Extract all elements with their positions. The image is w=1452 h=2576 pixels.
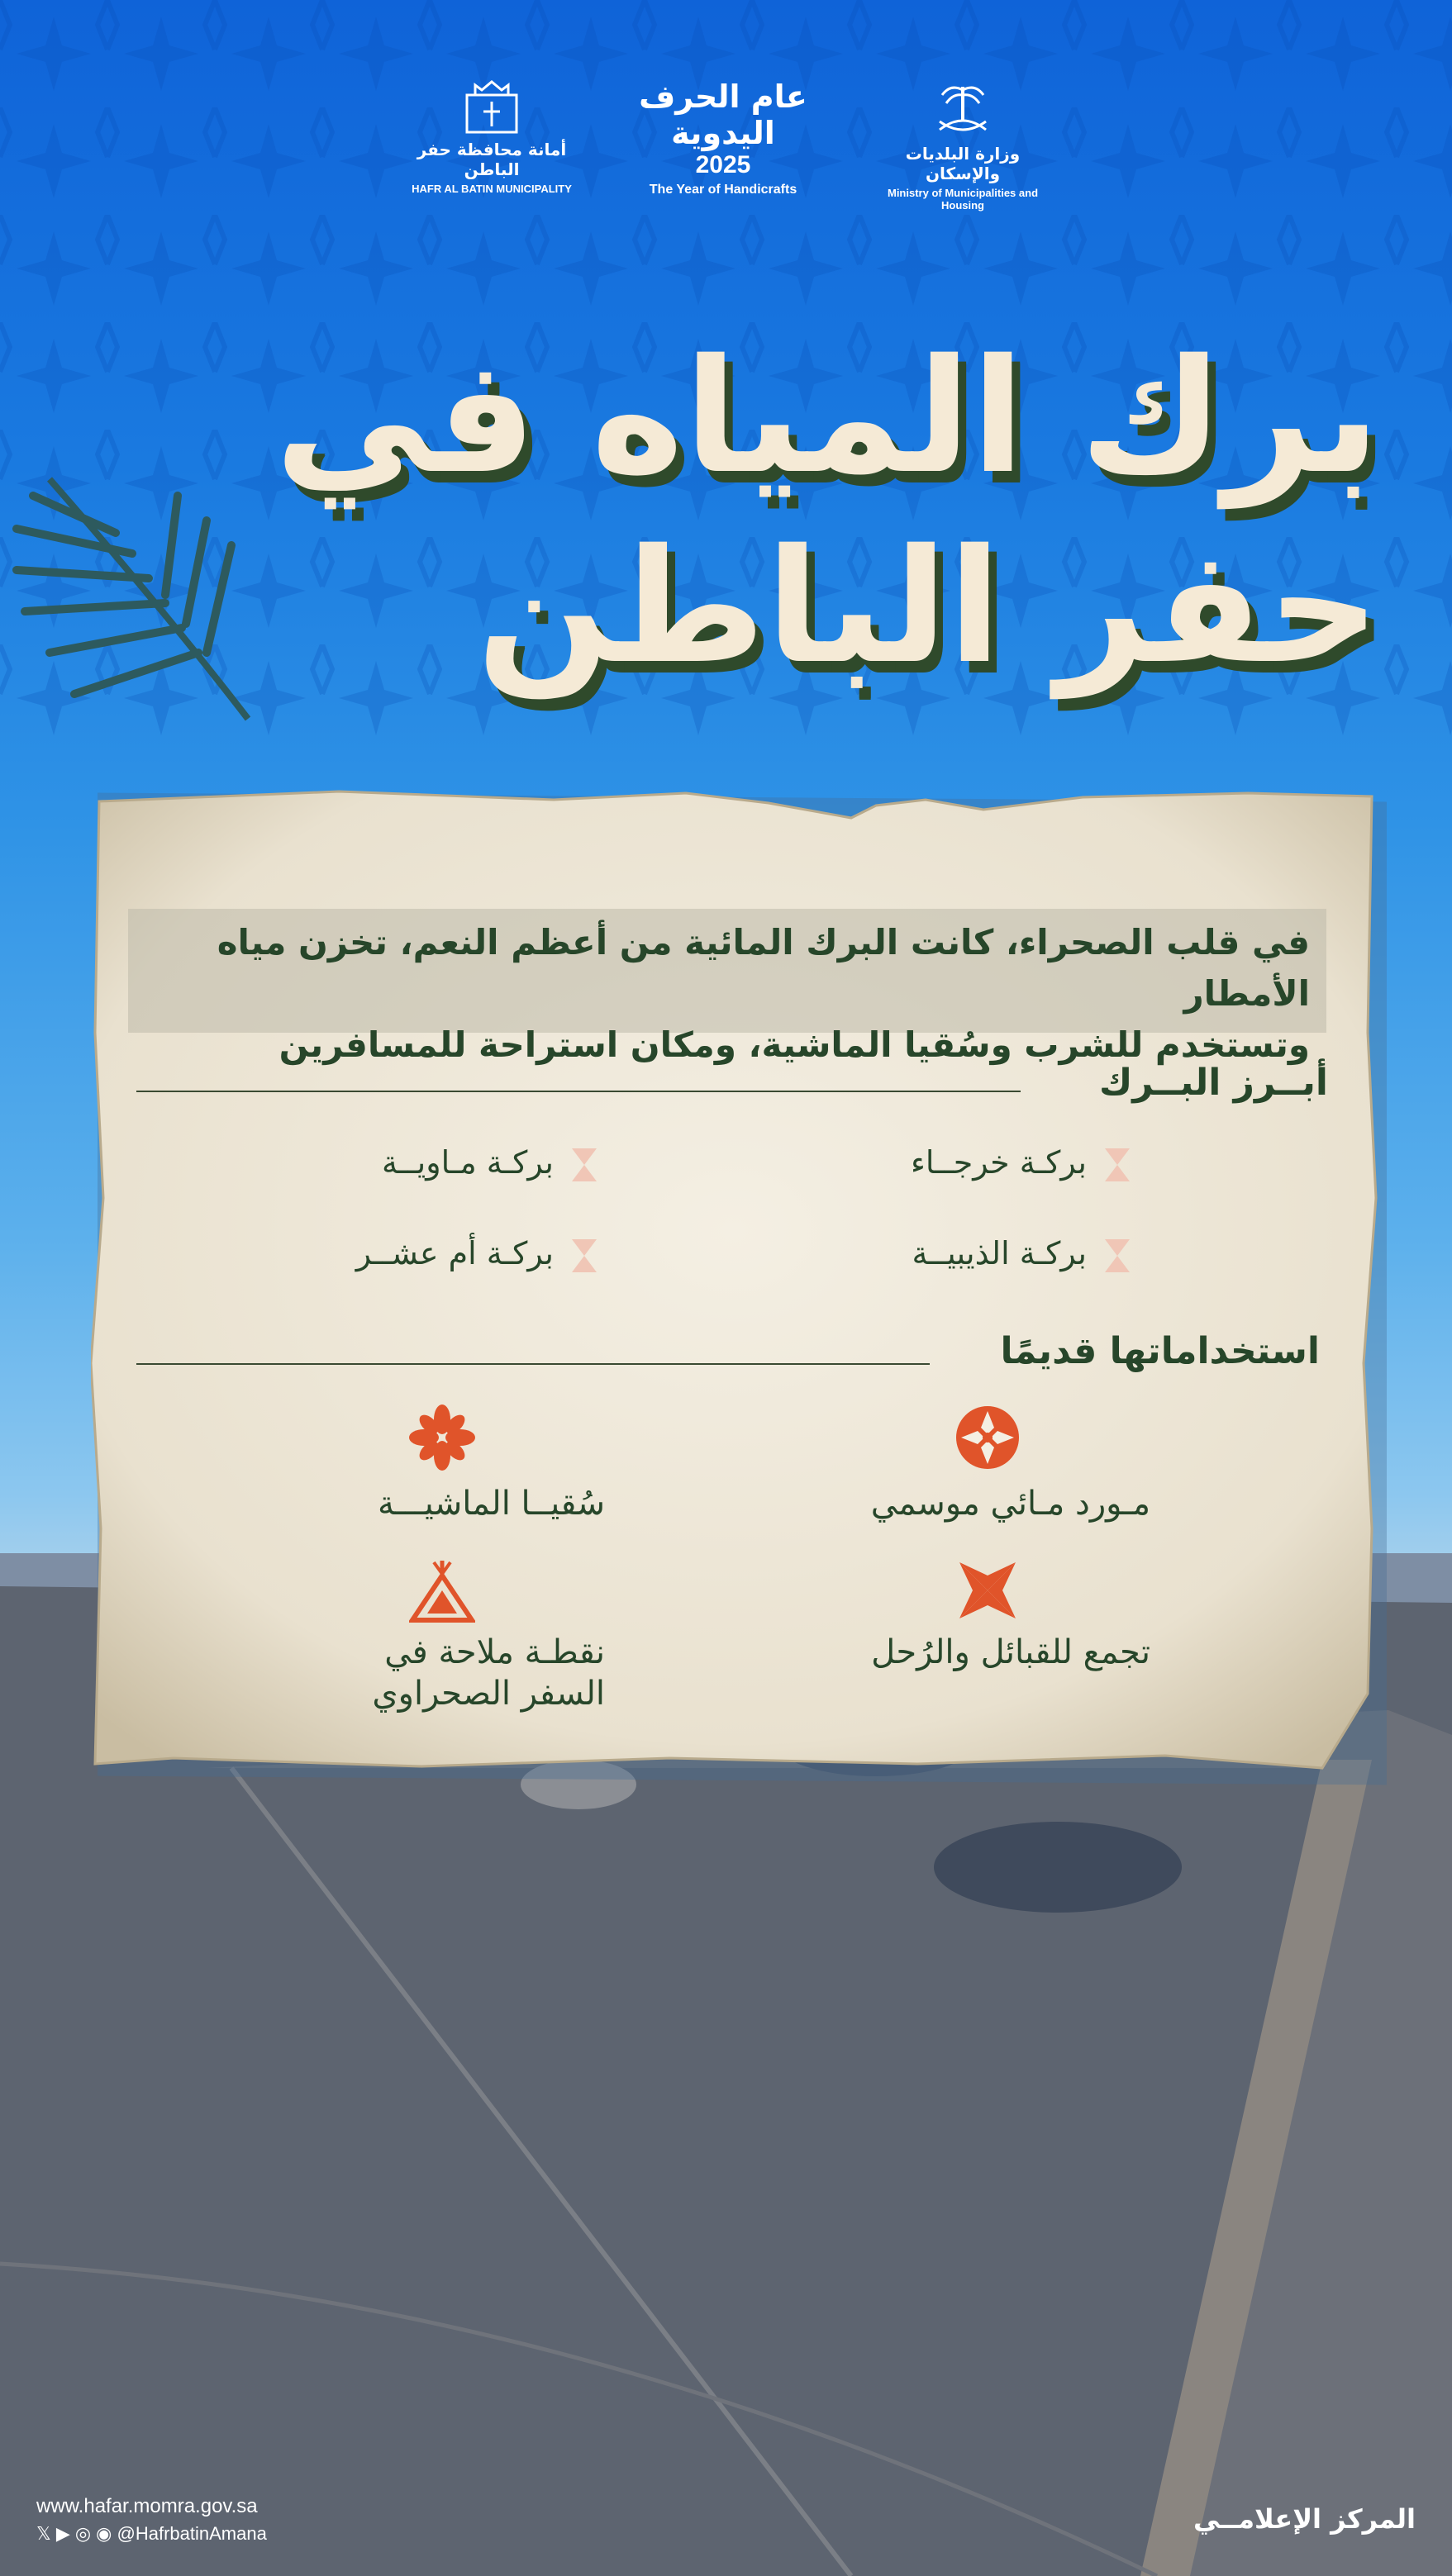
pool-item-kharja xyxy=(911,1144,1130,1181)
intro-box xyxy=(128,909,1326,1065)
year-of-handicrafts-logo xyxy=(624,78,822,197)
year-logo-number: 2025 xyxy=(695,151,751,178)
ministry-logo-english: Ministry of Municipalities and Housing xyxy=(887,187,1039,211)
intro-line-1: في قلب الصحراء، كانت البرك المائية من أعظم النعم، تخزن مياه الأمطار xyxy=(217,922,1310,1014)
social-handle-text: @HafrbatinAmana xyxy=(117,2523,267,2544)
use-seasonal-water: مـورد مـائي موسمي xyxy=(870,1485,1150,1523)
use-tribal-gathering: تجمع للقبائل والرُحل xyxy=(871,1633,1150,1671)
main-title xyxy=(124,322,1380,702)
intro-line-2: وتستخدم للشرب وسُقيا الماشية، ومكان استراحة للمسافرين xyxy=(278,1024,1310,1065)
pools-heading: أبــرز البــرك xyxy=(1098,1062,1328,1104)
year-logo-arabic: عام الحرف اليدوية xyxy=(639,78,807,151)
diamond-marker-icon xyxy=(1105,1239,1130,1272)
diamond-marker-icon xyxy=(572,1148,597,1181)
footer-contact xyxy=(36,2495,267,2545)
use-livestock-watering: سُقيــا الماشيـــة xyxy=(378,1485,605,1523)
municipality-emblem-icon xyxy=(459,78,525,136)
pools-heading-rule xyxy=(136,1091,1021,1092)
website-link[interactable]: www.hafar.momra.gov.sa xyxy=(36,2495,258,2517)
hafar-logo-english: HAFR AL BATIN MUNICIPALITY xyxy=(412,183,572,195)
title-line-2: حفر الباطن xyxy=(476,516,1380,698)
ministry-logo-arabic: وزارة البلديات والإسكان xyxy=(905,144,1021,183)
social-icons: 𝕏 ▶ ◎ ◉ xyxy=(36,2523,117,2544)
uses-heading: استخداماتها قديمًا xyxy=(1000,1330,1320,1372)
hafar-logo-arabic: أمانة محافظة حفر الباطن xyxy=(417,140,567,179)
ministry-logo xyxy=(868,78,1058,211)
palm-swords-emblem-icon xyxy=(930,78,996,140)
social-handle[interactable] xyxy=(36,2523,267,2545)
title-line-1: برك المياه في xyxy=(274,326,1380,508)
use-desert-navigation: نقطـة ملاحة في السفر الصحراوي xyxy=(372,1633,605,1713)
media-center-label: المركز الإعلامــي xyxy=(1193,2503,1416,2535)
pool-label: بركـة أم عشــر xyxy=(355,1235,554,1271)
year-logo-english: The Year of Handicrafts xyxy=(649,183,797,197)
flower-ornament-icon xyxy=(955,1404,1021,1471)
pool-item-mawiya xyxy=(382,1144,597,1181)
diamond-marker-icon xyxy=(572,1239,597,1272)
uses-heading-rule xyxy=(136,1363,930,1365)
pool-item-thibiya xyxy=(912,1235,1130,1272)
diamond-marker-icon xyxy=(1105,1148,1130,1181)
hafar-municipality-logo xyxy=(397,78,587,195)
pool-item-umm-ashar xyxy=(356,1235,597,1272)
pool-label: بركـة خرجــاء xyxy=(911,1144,1087,1181)
asterisk-flower-icon xyxy=(409,1404,475,1471)
pool-label: بركـة مـاويــة xyxy=(382,1144,554,1181)
tent-triangle-icon xyxy=(409,1557,475,1623)
pool-label: بركـة الذيبيــة xyxy=(912,1235,1087,1271)
diamond-petals-icon xyxy=(955,1557,1021,1623)
